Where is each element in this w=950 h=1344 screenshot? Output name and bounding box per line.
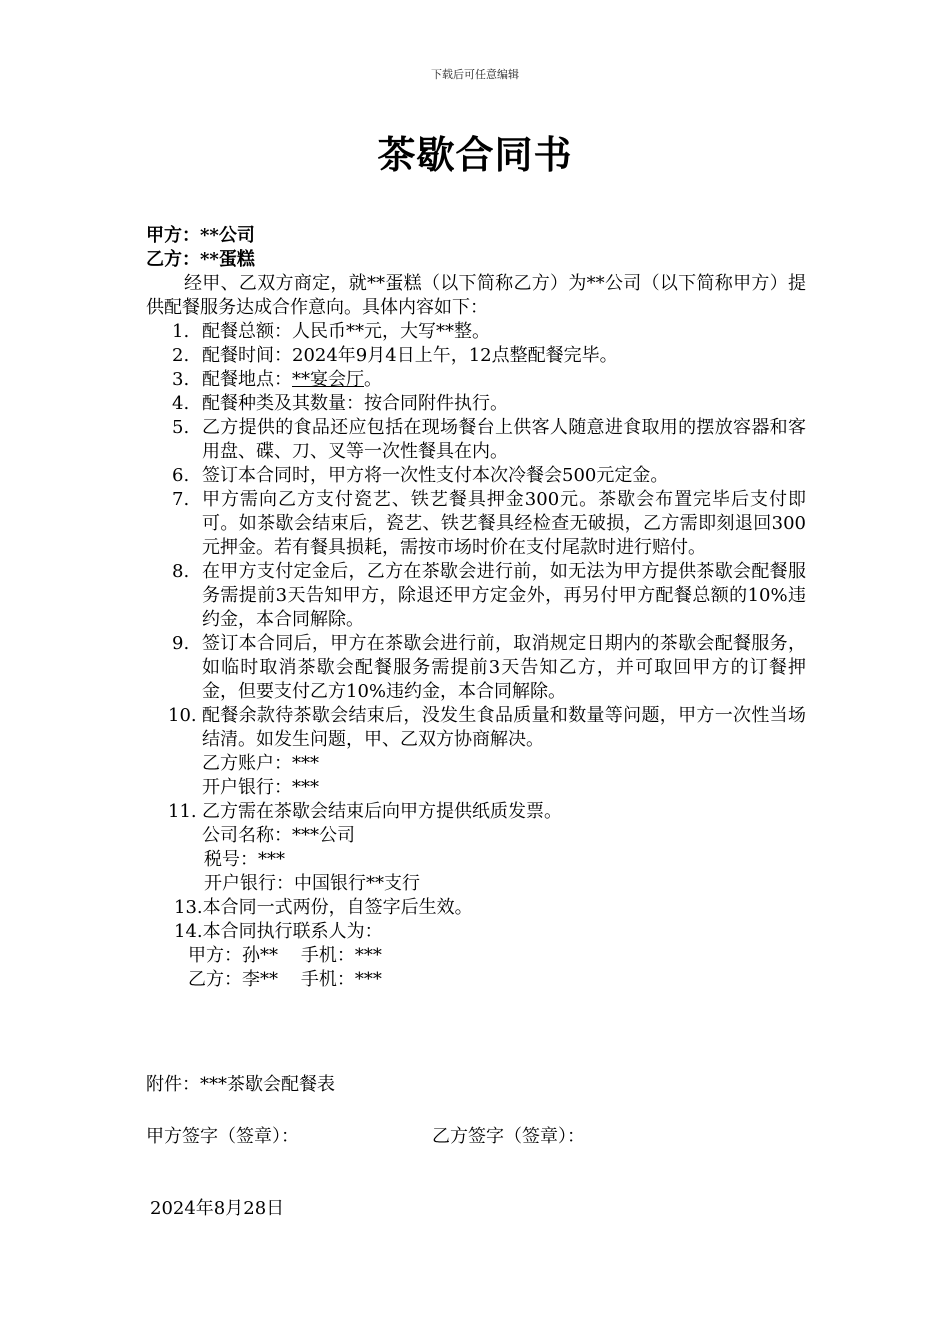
term-number: 9. bbox=[172, 633, 190, 654]
party-a: 甲方：**公司 bbox=[146, 225, 255, 246]
term-number: 6. bbox=[172, 465, 190, 486]
contact-b: 乙方：李** 手机：*** bbox=[188, 969, 382, 990]
term-item bbox=[146, 488, 806, 560]
term-14: 14.本合同执行联系人为： bbox=[174, 921, 383, 942]
header-note: 下载后可任意编辑 bbox=[431, 68, 519, 81]
term-number: 10. bbox=[168, 705, 197, 726]
contract-date: 2024年8月28日 bbox=[150, 1198, 285, 1219]
term-text-suffix: 。 bbox=[364, 369, 382, 390]
term-number: 5. bbox=[172, 417, 190, 438]
term-item bbox=[146, 320, 806, 344]
term-number: 3. bbox=[172, 369, 190, 390]
contact-a: 甲方：孙** 手机：*** bbox=[188, 945, 382, 966]
term-text: 甲方需向乙方支付瓷艺、铁艺餐具押金300元。茶歇会布置完毕后支付即可。如茶歇会结束后，瓷艺、铁艺餐具经检查无破损，乙方需即刻退回300元押金。若有餐具损耗，需按市场时价在支付尾款时进行赔付。 bbox=[202, 489, 806, 558]
term-item bbox=[146, 416, 806, 464]
term-text: 乙方需在茶歇会结束后向甲方提供纸质发票。 bbox=[202, 801, 562, 822]
document-title: 茶歇合同书 bbox=[377, 132, 573, 177]
term-text: 签订本合同时，甲方将一次性支付本次冷餐会500元定金。 bbox=[202, 465, 669, 486]
term-number: 8. bbox=[172, 561, 190, 582]
term-text: 配餐种类及其数量：按合同附件执行。 bbox=[202, 393, 508, 414]
invoice-bank: 开户银行：中国银行**支行 bbox=[204, 873, 420, 894]
term-text: 配餐时间：2024年9月4日上午，12点整配餐完毕。 bbox=[202, 345, 618, 366]
signature-party-b: 乙方签字（签章）： bbox=[432, 1126, 585, 1147]
terms-list bbox=[146, 320, 806, 752]
term-text: 配餐余款待茶歇会结束后，没发生食品质量和数量等问题，甲方一次性当场结清。如发生问题，甲、乙双方协商解决。 bbox=[202, 705, 806, 750]
account-b: 乙方账户：*** bbox=[202, 753, 319, 774]
signature-party-a: 甲方签字（签章）： bbox=[146, 1126, 299, 1147]
term-item bbox=[146, 368, 806, 392]
term-number: 2. bbox=[172, 345, 190, 366]
venue-underlined: **宴会厅 bbox=[292, 369, 364, 390]
term-number: 1. bbox=[172, 321, 190, 342]
term-text: 签订本合同后，甲方在茶歇会进行前，取消规定日期内的茶歇会配餐服务，如临时取消茶歇会配餐服务需提前3天告知乙方，并可取回甲方的订餐押金，但要支付乙方10%违约金，本合同解除。 bbox=[202, 633, 806, 702]
attachment-line: 附件：***茶歇会配餐表 bbox=[146, 1074, 335, 1095]
term-text-prefix: 配餐地点： bbox=[202, 369, 292, 390]
term-item bbox=[146, 344, 806, 368]
invoice-company: 公司名称：***公司 bbox=[202, 825, 355, 846]
term-number: 11. bbox=[168, 801, 197, 822]
term-item bbox=[146, 560, 806, 632]
contract-body bbox=[146, 224, 806, 992]
term-text: 在甲方支付定金后，乙方在茶歇会进行前，如无法为甲方提供茶歇会配餐服务需提前3天告知甲方，除退还甲方定金外，再另付甲方配餐总额的10%违约金，本合同解除。 bbox=[202, 561, 806, 630]
intro-paragraph: 经甲、乙双方商定，就**蛋糕（以下简称乙方）为**公司（以下简称甲方）提供配餐服务达成合作意向。具体内容如下： bbox=[146, 273, 806, 318]
term-item bbox=[146, 464, 806, 488]
term-item bbox=[146, 392, 806, 416]
term-number: 4. bbox=[172, 393, 190, 414]
term-text: 配餐总额：人民币**元，大写**整。 bbox=[202, 321, 490, 342]
bank-b: 开户银行：*** bbox=[202, 777, 319, 798]
party-b: 乙方：**蛋糕 bbox=[146, 249, 255, 270]
terms-list-11 bbox=[146, 800, 806, 824]
term-item bbox=[146, 800, 806, 824]
term-13: 13.本合同一式两份，自签字后生效。 bbox=[174, 897, 473, 918]
term-item bbox=[146, 632, 806, 704]
term-number: 7. bbox=[172, 489, 190, 510]
term-text: 乙方提供的食品还应包括在现场餐台上供客人随意进食取用的摆放容器和客用盘、碟、刀、叉等一次性餐具在内。 bbox=[202, 417, 806, 462]
term-item bbox=[146, 704, 806, 752]
invoice-tax: 税号：*** bbox=[204, 849, 285, 870]
